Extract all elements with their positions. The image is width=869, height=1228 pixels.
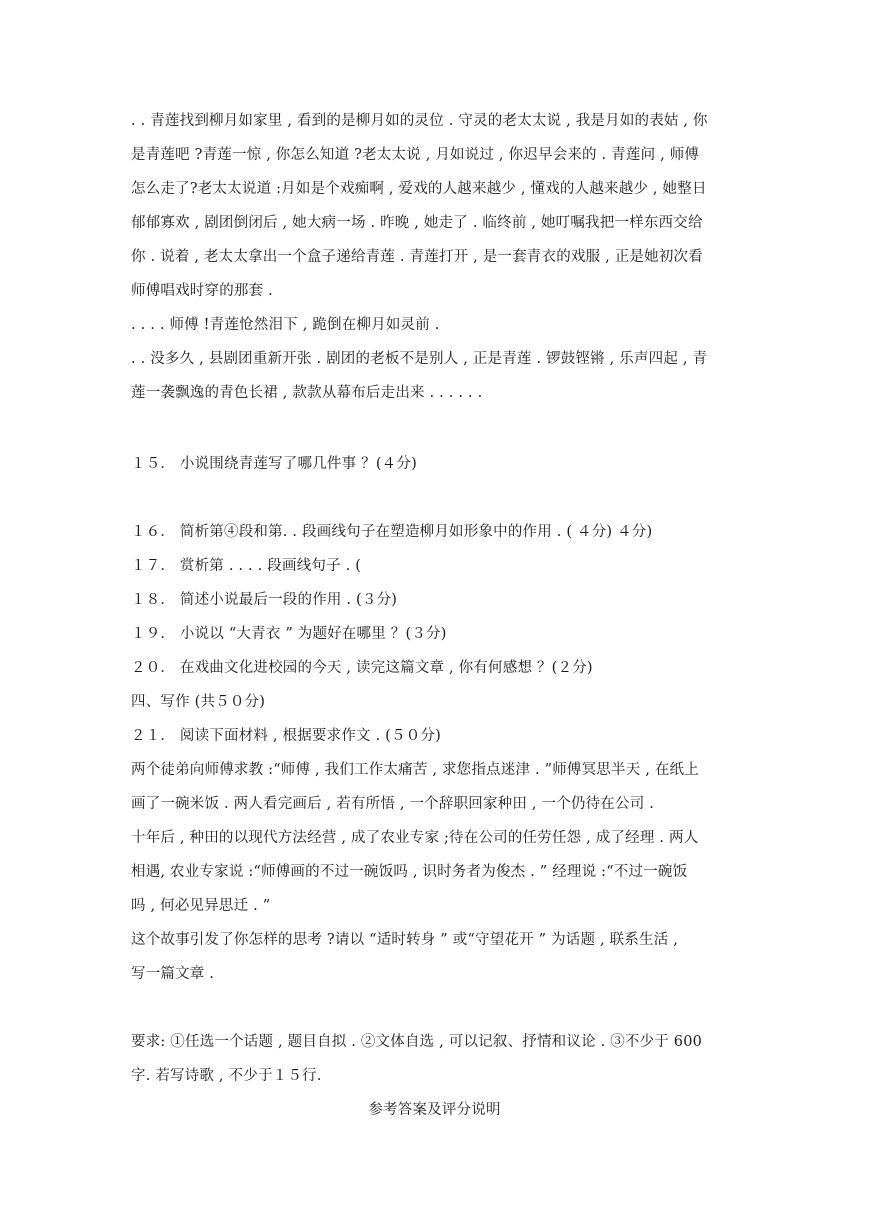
section-heading-writing: 四、写作 (共５０分) <box>131 694 266 710</box>
question-16: １６． 简析第④段和第. . 段画线句子在塑造柳月如形象中的作用 . ( ４分) ４分) <box>131 524 653 540</box>
paragraph-line-4: 郁郁寡欢 , 剧团倒闭后 , 她大病一场 . 昨晚 , 她走了 . 临终前 , 她叮嘱我把一样东西交给 <box>131 215 703 231</box>
paragraph-line-8: . . 没多久 , 县剧团重新开张 . 剧团的老板不是别人 , 正是青莲 . 锣鼓铿锵 , 乐声四起 , 青 <box>131 351 708 367</box>
requirements-line-1: 要求: ①任选一个话题 , 题目自拟 . ②文体自选 , 可以记叙、抒情和议论 . ③不少于 600 <box>131 1034 703 1050</box>
paragraph-line-2: 是青莲吧 ?青莲一惊 , 你怎么知道 ?老太太说 , 月如说过 , 你迟早会来的 . 青莲问 , 师傅 <box>131 147 700 163</box>
prompt-line-2: 写一篇文章 . <box>131 966 215 982</box>
requirements-line-2: 字. 若写诗歌 , 不少于１５行. <box>131 1068 322 1084</box>
question-18: １８． 简述小说最后一段的作用 . (３分) <box>131 592 398 608</box>
material-line-4: 相遇, 农业专家说 :“师傅画的不过一碗饭吗 , 识时务者为俊杰 . ” 经理说 :“不过一碗饭 <box>131 864 688 880</box>
answer-key-heading: 参考答案及评分说明 <box>368 1102 501 1118</box>
paragraph-line-5: 你 . 说着 , 老太太拿出一个盒子递给青莲 . 青莲打开 , 是一套青衣的戏服 , 正是她初次看 <box>131 249 703 265</box>
paragraph-line-3: 怎么走了?老太太说道 :月如是个戏痴啊 , 爱戏的人越来越少 , 懂戏的人越来越少 , 她整日 <box>131 181 707 197</box>
prompt-line-1: 这个故事引发了你怎样的思考 ?请以 “适时转身 ” 或“守望花开 ” 为话题 , 联系生活 , <box>131 932 679 948</box>
paragraph-line-1: . . 青莲找到柳月如家里 , 看到的是柳月如的灵位 . 守灵的老太太说 , 我是月如的表姑 , 你 <box>131 113 708 129</box>
question-19: １９． 小说以 “大青衣 ” 为题好在哪里 ？(３分) <box>131 626 447 642</box>
paragraph-line-9: 莲一袭飘逸的青色长裙 , 款款从幕布后走出来 . . . . . . <box>131 385 483 401</box>
paragraph-line-6: 师傅唱戏时穿的那套 . <box>131 283 273 299</box>
material-line-1: 两个徒弟向师傅求教 :“师傅 , 我们工作太痛苦 , 求您指点迷津 . ”师傅冥思半天 , 在纸上 <box>131 762 699 778</box>
question-15: １５． 小说围绕青莲写了哪几件事 ？(４分) <box>131 456 417 472</box>
paragraph-line-7: . . . . 师傅 !青莲怆然泪下 , 跪倒在柳月如灵前 . <box>131 317 440 333</box>
material-line-2: 画了一碗米饭 . 两人看完画后 , 若有所悟 , 一个辞职回家种田 , 一个仍待在公司 . <box>131 796 655 812</box>
material-line-5: 吗 , 何必见异思迁 . ” <box>131 898 271 914</box>
question-20: ２０． 在戏曲文化进校园的今天 , 读完这篇文章 , 你有何感想 ？(２分) <box>131 660 593 676</box>
material-line-3: 十年后 , 种田的以现代方法经营 , 成了农业专家 ;待在公司的任劳任怨 , 成了经理 . 两人 <box>131 830 699 846</box>
question-17: １７． 赏析第 . . . . 段画线句子 . ( <box>131 558 362 574</box>
question-21: ２１． 阅读下面材料 , 根据要求作文 . (５０分) <box>131 728 441 744</box>
